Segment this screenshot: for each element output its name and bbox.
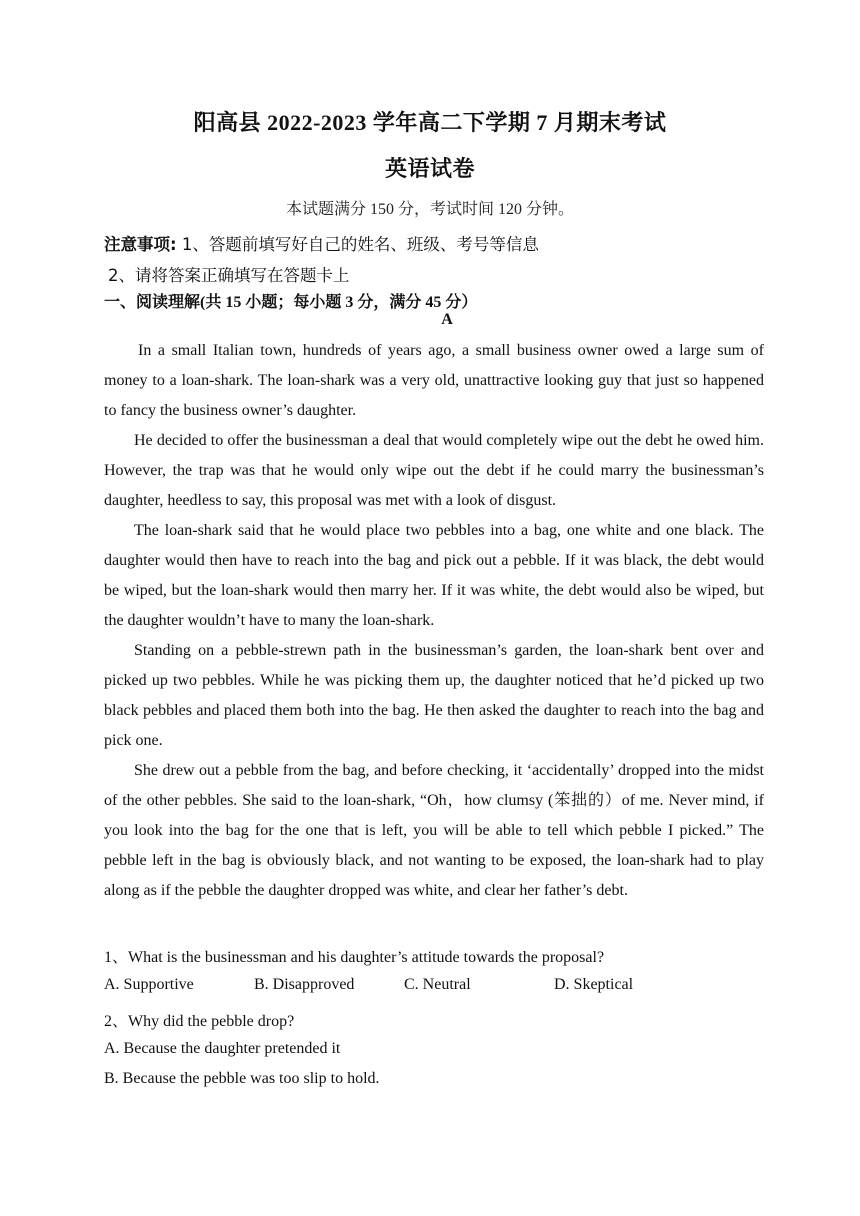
passage-paragraph: She drew out a pebble from the bag, and before checking, it ‘accidentally’ dropped into the midst of the other pebbles. She said to the loan-shark, “Oh，how clumsy (笨拙的）of me. Never mind, if you look into the bag for the one that is left, you will be able to tell which pebble I picked.” The pebble left in the bag is obviously black, and not wanting to be exposed, the loan-shark had to play along as if the pebble the daughter dropped was white, and clear her father’s debt. bbox=[104, 762, 764, 899]
passage-paragraph: He decided to offer the businessman a deal that would completely wipe out the debt he owed him. However, the trap was that he would only wipe out the debt if he could marry the businessman’s daughter, heedless to say, this proposal was met with a look of disgust. bbox=[104, 432, 764, 509]
question-2-stem: 2、Why did the pebble drop? bbox=[104, 1013, 295, 1030]
question-2-option-b: B. Because the pebble was too slip to hold. bbox=[104, 1070, 380, 1087]
reading-passage bbox=[104, 336, 764, 906]
question-1-option-b: B. Disapproved bbox=[254, 976, 355, 993]
notice-item-2: 2、请将答案正确填写在答题卡上 bbox=[108, 266, 350, 285]
exam-subtitle: 英语试卷 bbox=[384, 156, 475, 181]
notice-label: 注意事项: bbox=[104, 235, 177, 254]
question-1-option-a: A. Supportive bbox=[104, 976, 194, 993]
passage-letter: A bbox=[441, 311, 453, 328]
exam-title: 阳高县 2022-2023 学年高二下学期 7 月期末考试 bbox=[193, 110, 667, 135]
question-1-option-c: C. Neutral bbox=[404, 976, 471, 993]
question-2-option-a: A. Because the daughter pretended it bbox=[104, 1040, 341, 1057]
passage-paragraph: The loan-shark said that he would place two pebbles into a bag, one white and one black. The daughter would then have to reach into the bag and pick out a pebble. If it was black, the debt would be wiped, but the loan-shark would then marry her. If it was white, the debt would also be wiped, but the daughter wouldn’t have to many the loan-shark. bbox=[104, 522, 764, 629]
section-heading: 一、阅读理解(共 15 小题；每小题 3 分，满分 45 分） bbox=[104, 294, 478, 311]
passage-paragraph: In a small Italian town, hundreds of years ago, a small business owner owed a large sum of money to a loan-shark. The loan-shark was a very old, unattractive looking guy that just so happened to fancy the business owner’s daughter. bbox=[104, 342, 764, 419]
question-1-stem: 1、What is the businessman and his daughter’s attitude towards the proposal? bbox=[104, 949, 605, 966]
passage-paragraph: Standing on a pebble-strewn path in the businessman’s garden, the loan-shark bent over and picked up two pebbles. While he was picking them up, the daughter noticed that he’d picked up two black pebbles and placed them both into the bag. He then asked the daughter to reach into the bag and pick one. bbox=[104, 642, 764, 749]
notice-item-1: 1、答题前填写好自己的姓名、班级、考号等信息 bbox=[176, 235, 539, 254]
notice-line-1 bbox=[104, 231, 539, 255]
question-1-option-d: D. Skeptical bbox=[554, 976, 634, 993]
exam-info: 本试题满分 150 分，考试时间 120 分钟。 bbox=[285, 201, 574, 218]
